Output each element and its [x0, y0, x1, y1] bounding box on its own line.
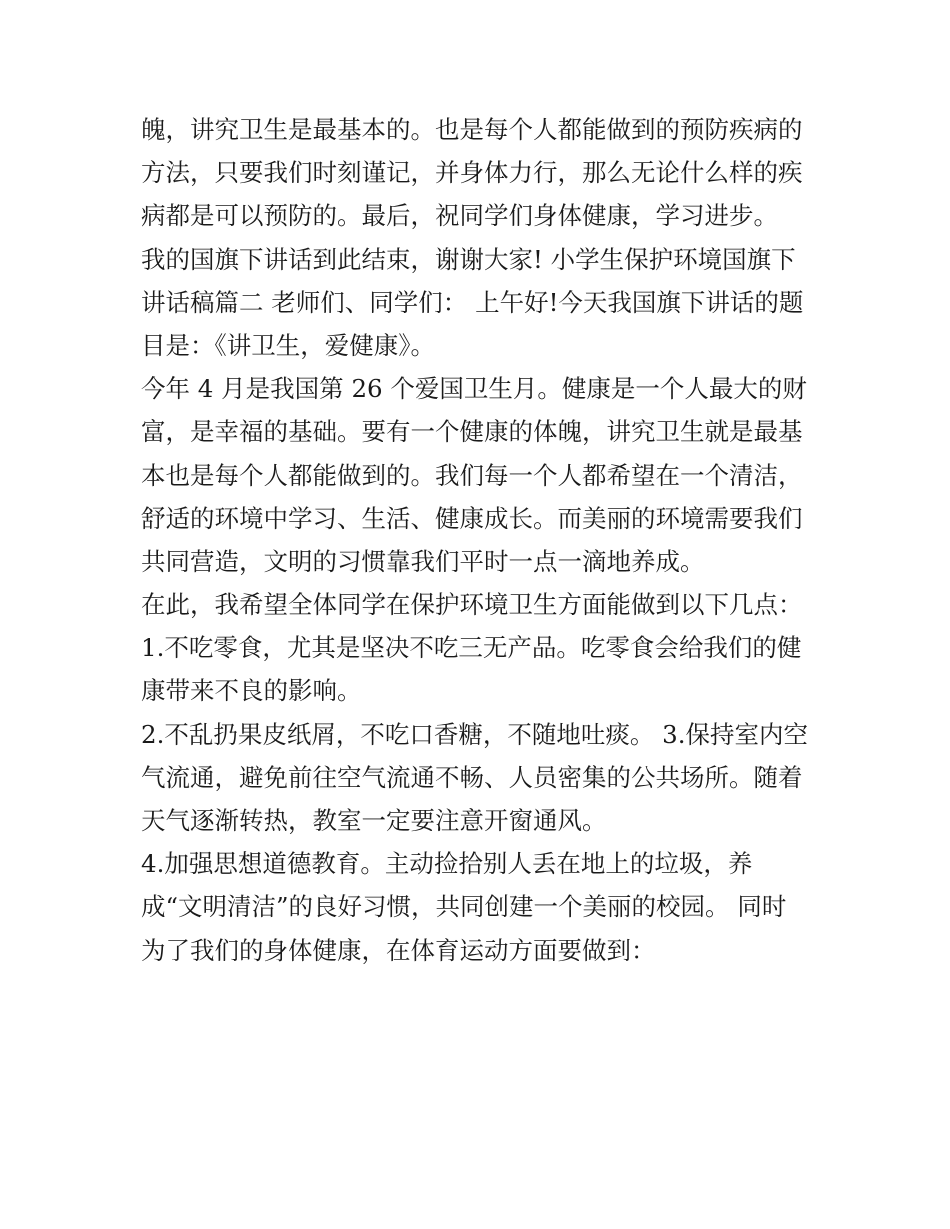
text-line: 共同营造，文明的习惯靠我们平时一点一滴地养成。 — [141, 546, 705, 576]
text-line: 富，是幸福的基础。要有一个健康的体魄，讲究卫生就是最基 — [141, 417, 803, 447]
text-line: 病都是可以预防的。最后，祝同学们身体健康，学习进步。 — [141, 201, 778, 231]
text-line: 讲话稿篇二 老师们、同学们： 上午好!今天我国旗下讲话的题 — [141, 287, 804, 317]
text-line: 我的国旗下讲话到此结束，谢谢大家! 小学生保护环境国旗下 — [141, 244, 796, 274]
text-line: 本也是每个人都能做到的。我们每一个人都希望在一个清洁， — [141, 460, 803, 490]
text-line: 天气逐渐转热，教室一定要注意开窗通风。 — [141, 806, 607, 835]
text-line: 成“文明清洁”的良好习惯，共同创建一个美丽的校园。 同时 — [141, 892, 787, 922]
text-line: 今年 4 月是我国第 26 个爱国卫生月。健康是一个人最大的财 — [141, 374, 807, 404]
text-line: 目是：《讲卫生，爱健康》。 — [141, 330, 435, 360]
text-line: 方法，只要我们时刻谨记，并身体力行，那么无论什么样的疾 — [141, 158, 803, 188]
text-line: 为了我们的身体健康，在体育运动方面要做到： — [141, 935, 656, 965]
text-line: 4.加强思想道德教育。主动捡拾别人丢在地上的垃圾，养 — [141, 849, 753, 879]
text-line: 气流通，避免前往空气流通不畅、人员密集的公共场所。随着 — [141, 762, 803, 792]
text-line: 2.不乱扔果皮纸屑，不吃口香糖，不随地吐痰。 3.保持室内空 — [141, 719, 809, 749]
text-line: 在此，我希望全体同学在保护环境卫生方面能做到以下几点： — [141, 590, 803, 620]
text-line: 康带来不良的影响。 — [141, 676, 362, 706]
body-text — [141, 108, 821, 972]
text-line: 舒适的环境中学习、生活、健康成长。而美丽的环境需要我们 — [141, 503, 803, 533]
text-line: 1.不吃零食，尤其是坚决不吃三无产品。吃零食会给我们的健 — [141, 633, 802, 663]
text-line: 魄，讲究卫生是最基本的。也是每个人都能做到的预防疾病的 — [141, 115, 803, 144]
